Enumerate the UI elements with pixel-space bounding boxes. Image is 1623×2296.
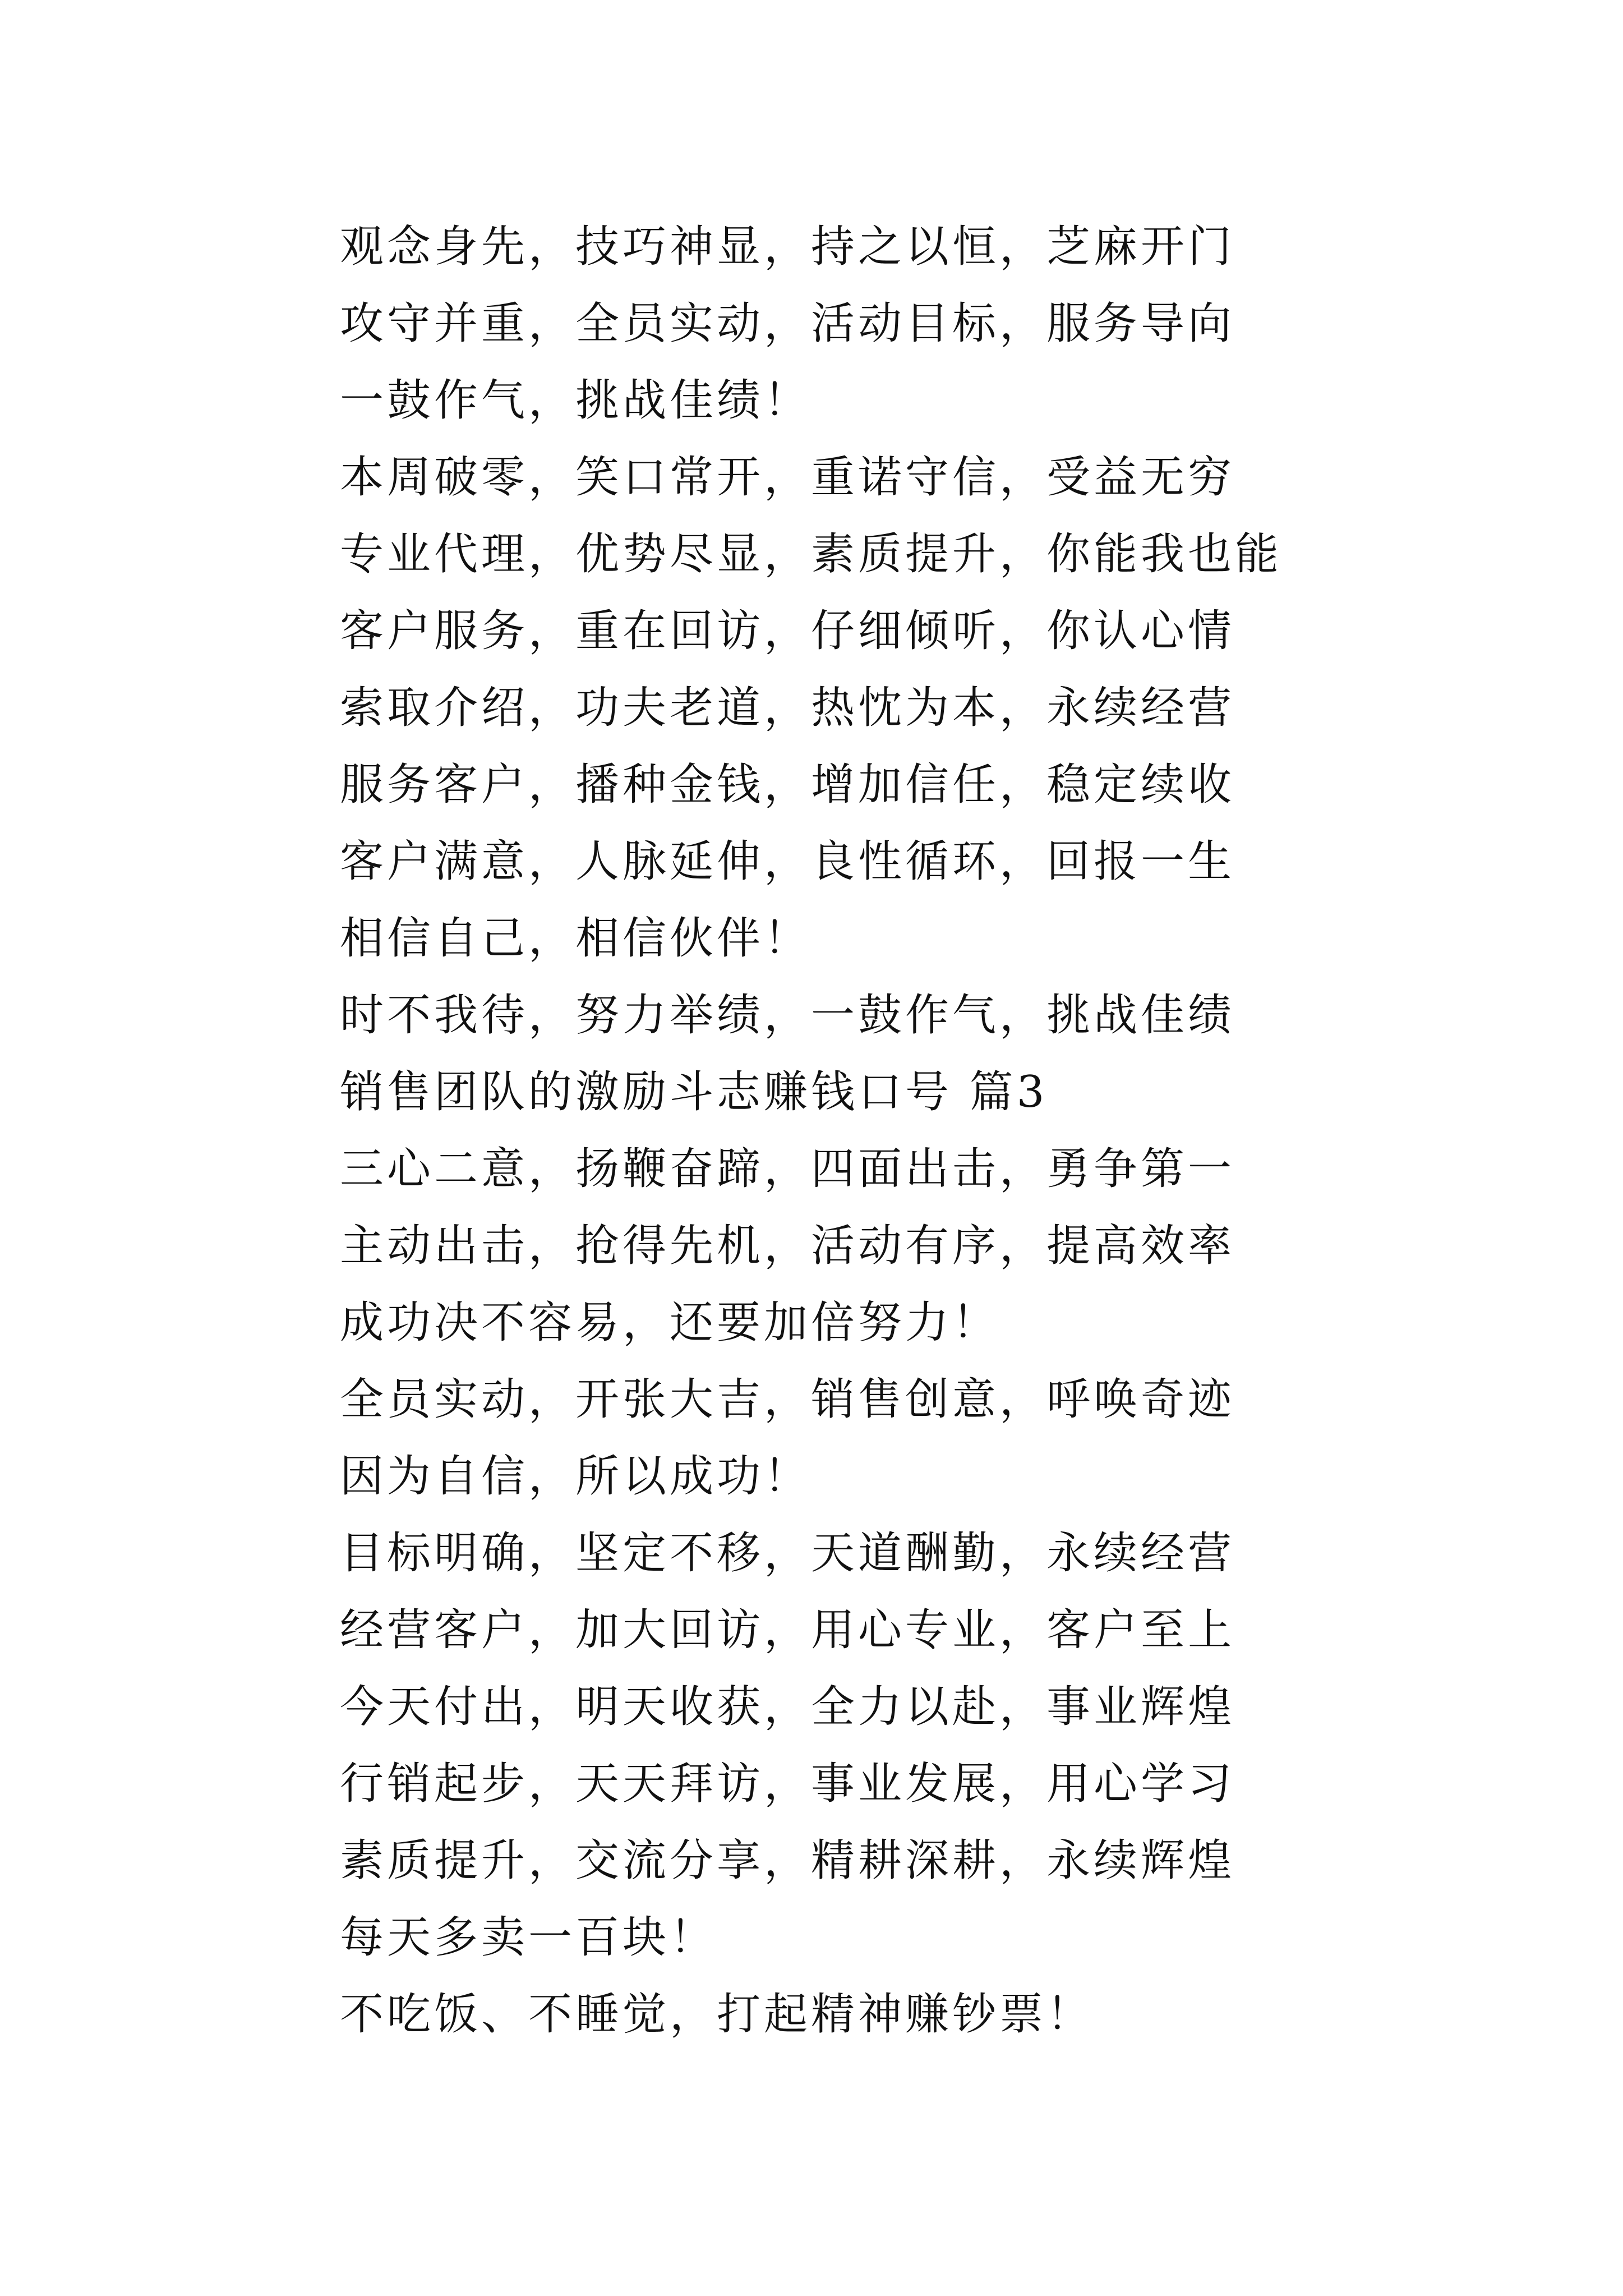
text-line: 观念身先，技巧神显，持之以恒，芝麻开门 (340, 222, 1235, 272)
text-line: 因为自信，所以成功！ (340, 1451, 811, 1502)
text-line: 今天付出，明天收获，全力以赴，事业辉煌 (340, 1682, 1235, 1732)
text-line: 索取介绍，功夫老道，热忱为本，永续经营 (340, 683, 1235, 733)
text-line: 不吃饭、不睡觉，打起精神赚钞票！ (340, 1989, 1094, 2040)
text-line: 相信自己，相信伙伴！ (340, 913, 811, 964)
text-line: 客户服务，重在回访，仔细倾听，你认心情 (340, 606, 1235, 656)
text-line: 三心二意，扬鞭奋蹄，四面出击，勇争第一 (340, 1144, 1235, 1194)
text-line: 服务客户，播种金钱，增加信任，稳定续收 (340, 760, 1235, 810)
text-line: 全员实动，开张大吉，销售创意，呼唤奇迹 (340, 1374, 1235, 1425)
text-line: 客户满意，人脉延伸，良性循环，回报一生 (340, 836, 1235, 887)
section-heading: 销售团队的激励斗志赚钱口号 篇3 (340, 1067, 1048, 1117)
text-line: 每天多卖一百块！ (340, 1912, 717, 1963)
text-line: 一鼓作气，挑战佳绩！ (340, 375, 811, 426)
text-line: 本周破零，笑口常开，重诺守信，受益无穷 (340, 452, 1235, 503)
text-line: 成功决不容易，还要加倍努力！ (340, 1297, 1000, 1348)
text-line: 攻守并重，全员实动，活动目标，服务导向 (340, 298, 1235, 349)
text-line: 素质提升，交流分享，精耕深耕，永续辉煌 (340, 1835, 1235, 1886)
text-line: 目标明确，坚定不移，天道酬勤，永续经营 (340, 1528, 1235, 1579)
text-line: 行销起步，天天拜访，事业发展，用心学习 (340, 1759, 1235, 1809)
text-body (340, 209, 1282, 2053)
text-line: 主动出击，抢得先机，活动有序，提高效率 (340, 1221, 1235, 1271)
text-line: 经营客户，加大回访，用心专业，客户至上 (340, 1605, 1235, 1655)
text-line: 专业代理，优势尽显，素质提升，你能我也能 (340, 529, 1283, 579)
text-line: 时不我待，努力举绩，一鼓作气，挑战佳绩 (340, 990, 1235, 1041)
